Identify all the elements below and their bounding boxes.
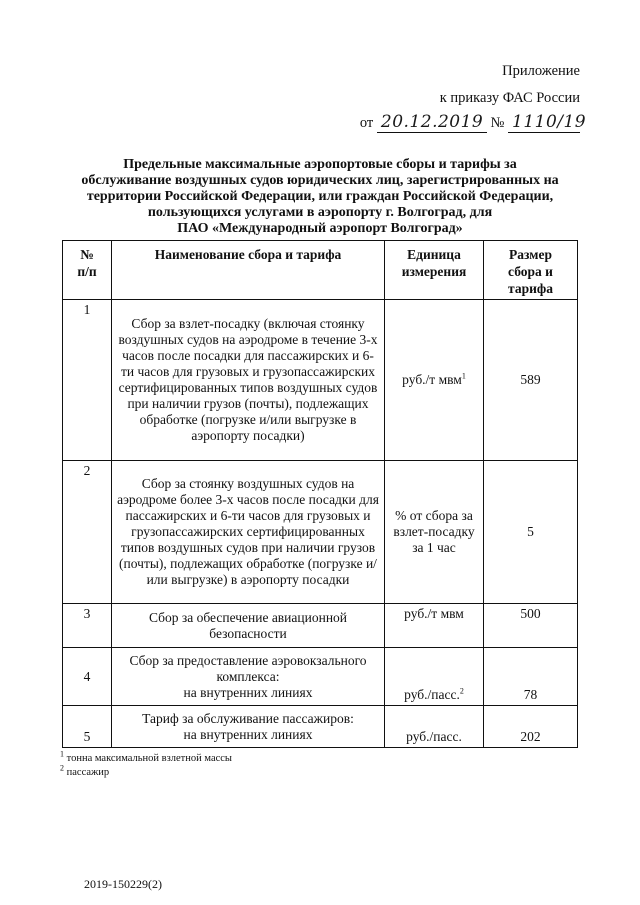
row-value: 202 (484, 706, 578, 748)
title-line: пользующихся услугами в аэропорту г. Волгоград, для (147, 205, 493, 220)
table-row (63, 706, 578, 748)
document-id: 2019-150229(2) (84, 877, 162, 891)
row-name: Тариф за обслуживание пассажиров: на внутренних линиях (112, 706, 385, 748)
row-unit: руб./пасс. (385, 706, 484, 748)
footnote-mark: 2 (459, 686, 464, 696)
number-label: № (490, 115, 505, 131)
row-value: 589 (484, 300, 578, 461)
table-row (63, 461, 578, 604)
from-label: от (359, 115, 374, 131)
appendix-label: Приложение (502, 63, 580, 79)
table-row (63, 648, 578, 706)
title-line: Предельные максимальные аэропортовые сборы и тарифы за (123, 157, 517, 172)
row-name: Сбор за предоставление аэровокзального комплекса: на внутренних линиях (112, 648, 385, 706)
header-unit: Единица измерения (385, 241, 484, 300)
title-line: территории Российской Федерации, или граждан Российской Федерации, (86, 189, 554, 204)
row-number: 4 (63, 648, 112, 706)
title-line: обслуживание воздушных судов юридических лиц, зарегистрированных на (81, 173, 559, 188)
order-date: 20.12.2019 (377, 112, 487, 133)
row-value: 78 (484, 648, 578, 706)
footnotes (60, 749, 232, 780)
document-title (55, 157, 585, 237)
row-number: 5 (63, 706, 112, 748)
header-size: Размер сбора и тарифа (484, 241, 578, 300)
header-num: № п/п (63, 241, 112, 300)
row-unit: % от сбора за взлет-посадку за 1 час (385, 461, 484, 604)
row-unit: руб./т мвм (385, 604, 484, 648)
order-reference: к приказу ФАС России (439, 90, 580, 106)
row-unit: руб./т мвм$^1$ (385, 300, 484, 461)
footnote-mark: 1 (461, 371, 466, 381)
table-row (63, 300, 578, 461)
table-header-row (63, 241, 578, 300)
order-number: 1110/19 (508, 112, 580, 133)
order-date-number (359, 112, 587, 133)
row-number: 1 (63, 300, 112, 461)
footnote: $^1$ тонна максимальной взлетной массы (60, 749, 232, 764)
tariff-table (62, 240, 578, 748)
table-row (63, 604, 578, 648)
row-name: Сбор за стоянку воздушных судов на аэродроме более 3-х часов после посадки для пассажирских и 6-ти часов для грузовых и грузопассажирских сертифицированных типов воздушных судов при наличии грузов (почты), подлежащих обработке (погрузке и/или выгрузке) в аэропорту посадки (112, 461, 385, 604)
row-number: 3 (63, 604, 112, 648)
row-unit: руб./пасс.$^2$ (385, 648, 484, 706)
row-name: Сбор за взлет-посадку (включая стоянку воздушных судов на аэродроме в течение 3-х часов после посадки для пассажирских и 6-ти часов для грузовых и грузопассажирских сертифицированных типов воздушных судов при наличии грузов (почты), подлежащих обработке (погрузке и/или выгрузке в аэропорту посадки) (112, 300, 385, 461)
title-line: ПАО «Международный аэропорт Волгоград» (177, 221, 463, 236)
header-name: Наименование сбора и тарифа (112, 241, 385, 300)
footnote: $^2$ пассажир (60, 763, 110, 778)
row-name: Сбор за обеспечение авиационной безопасности (112, 604, 385, 648)
row-value: 500 (484, 604, 578, 648)
row-number: 2 (63, 461, 112, 604)
row-value: 5 (484, 461, 578, 604)
